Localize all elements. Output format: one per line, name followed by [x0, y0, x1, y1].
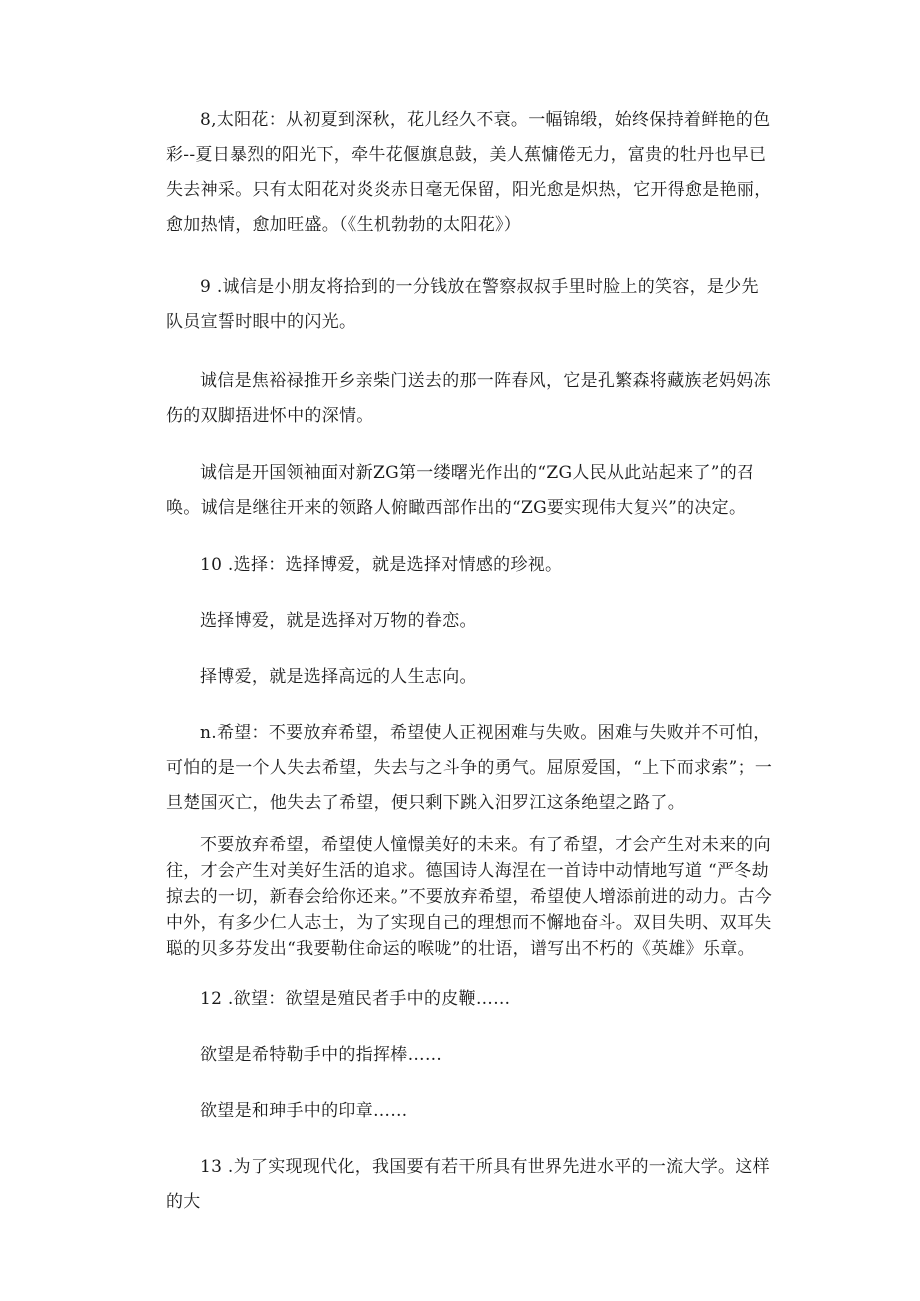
paragraph-hope-2: 不要放弃希望，希望使人憧憬美好的未来。有了希望，才会产生对未来的向往，才会产生对美好生活的追求。德国诗人海涅在一首诗中动情地写道 “严冬劫掠去的一切，新春会给你还来。”不要放弃希望，希望使人增添前进的动力。古今中外，有多少仁人志士，为了实现自己的理想而不懈地奋斗。双目失明、双耳失聪的贝多芬发出“我要勒住命运的喉咙”的壮语，谱写出不朽的《英雄》乐章。 — [166, 835, 772, 959]
paragraph-hope-1: n.希望：不要放弃希望，希望使人正视困难与失败。困难与失败并不可怕，可怕的是一个人失去希望，失去与之斗争的勇气。屈原爱国，“上下而求索”；一旦楚国灭亡，他失去了希望，便只剩下跳入汨罗江这条绝望之路了。 — [166, 723, 773, 813]
paragraph-honesty-1: 9 .诚信是小朋友将拾到的一分钱放在警察叔叔手里时脸上的笑容，是少先队员宣誓时眼中的闪光。 — [166, 277, 759, 332]
paragraph-desire-3: 欲望是和珅手中的印章…… — [200, 1101, 408, 1121]
paragraph-choice-3: 择博爱，就是选择高远的人生志向。 — [200, 667, 477, 687]
paragraph-modernization: 13 .为了实现现代化，我国要有若干所具有世界先进水平的一流大学。这样的大 — [166, 1157, 770, 1212]
paragraph-honesty-3: 诚信是开国领袖面对新ZG第一缕曙光作出的“ZG人民从此站起来了”的召唤。诚信是继往开来的领路人俯瞰西部作出的“ZG要实现伟大复兴”的决定。 — [166, 463, 755, 518]
paragraph-desire-2: 欲望是希特勒手中的指挥棒…… — [200, 1045, 443, 1065]
paragraph-desire-1: 12 .欲望：欲望是殖民者手中的皮鞭…… — [200, 989, 511, 1009]
paragraph-choice-2: 选择博爱，就是选择对万物的眷恋。 — [200, 611, 477, 631]
paragraph-honesty-2: 诚信是焦裕禄推开乡亲柴门送去的那一阵春风，它是孔繁森将藏族老妈妈冻伤的双脚捂进怀中的深情。 — [166, 371, 771, 426]
paragraph-choice-1: 10 .选择：选择博爱，就是选择对情感的珍视。 — [200, 555, 563, 575]
paragraph-sunflower: 8,太阳花：从初夏到深秋，花儿经久不衰。一幅锦缎，始终保持着鲜艳的色彩--夏日暴烈的阳光下，牵牛花偃旗息鼓，美人蕉慵倦无力，富贵的牡丹也早已失去神采。只有太阳花对炎炎赤日毫无保留，阳光愈是炽热，它开得愈是艳丽，愈加热情，愈加旺盛。（《生机勃勃的太阳花》） — [166, 110, 772, 235]
